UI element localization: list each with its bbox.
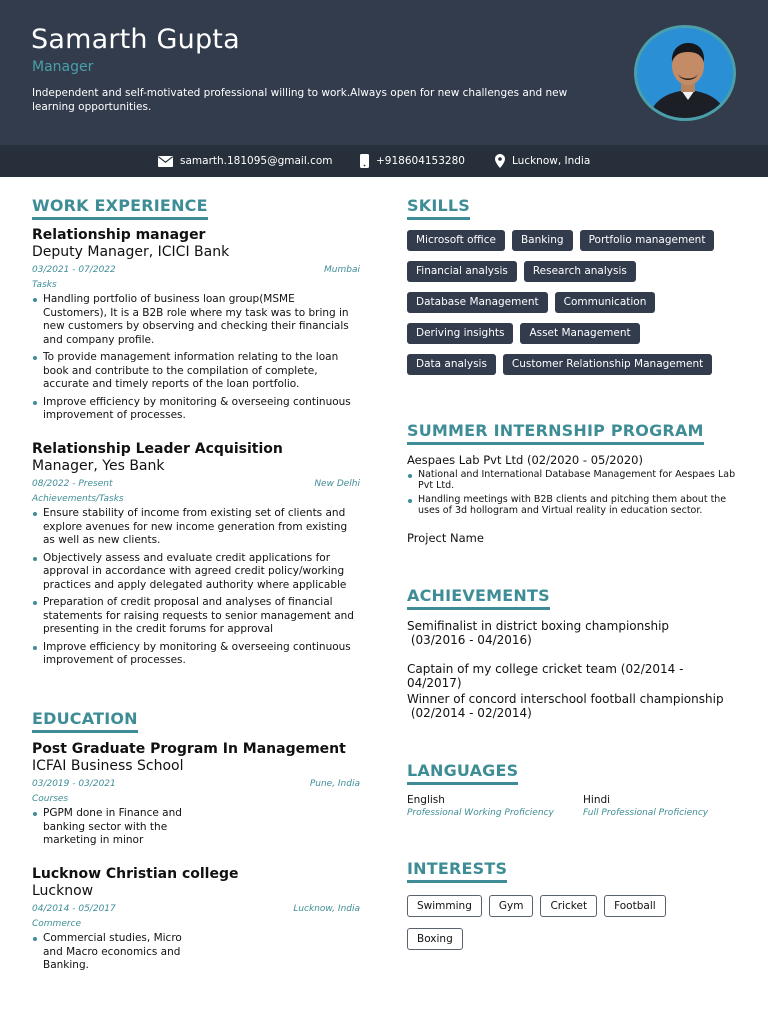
interest-tag: Swimming [407,895,482,917]
section-title-languages: LANGUAGES [407,761,518,785]
interest-tag: Gym [489,895,534,917]
interests-list [407,895,737,961]
language-name: Hindi [583,794,611,806]
achievement-dates: (03/2016 - 04/2016) [407,633,532,647]
education-location: Lucknow, India [293,904,360,914]
interest-tag: Football [604,895,666,917]
profile-summary: Independent and self-motivated professional willing to work.Always open for new challenges and new learning opportunities. [32,87,568,113]
skills-list [407,230,737,385]
list-item: Ensure stability of income from existing set of clients and explore avenues for new income generation from existing as well as new clients. [32,507,360,548]
education-bullets [32,807,182,848]
list-item: Handling portfolio of business loan group(MSME Customers), It is a B2B role where my task was to bring in new customers by observing and checking their financials and company profile. [32,293,360,347]
job-location: Mumbai [324,265,360,275]
list-item: To provide management information relating to the loan book and contribute to the compilation of complete, accurate and timely reports of the loan portfolio. [32,351,360,392]
job-bullets [32,507,360,668]
work-entry-yes-bank [32,441,360,672]
language-name: English [407,794,445,806]
list-item: Commercial studies, Micro and Macro economics and Banking. [32,932,182,973]
contact-location [495,145,590,177]
degree-title: Post Graduate Program In Management [32,741,346,757]
section-title-education: EDUCATION [32,709,138,733]
candidate-name: Samarth Gupta [31,24,240,55]
school-name: ICFAI Business School [32,758,184,774]
email-text: samarth.181095@gmail.com [180,155,333,167]
internship-heading: Aespaes Lab Pvt Ltd (02/2020 - 05/2020) [407,453,643,467]
job-title: Relationship manager [32,227,206,243]
skill-tag: Portfolio management [580,230,715,251]
list-item: PGPM done in Finance and banking sector with the marketing in minor [32,807,182,848]
contact-phone[interactable] [360,145,465,177]
language-level: Professional Working Proficiency [407,808,554,818]
job-dates: 03/2021 - 07/2022 [32,265,116,275]
location-text: Lucknow, India [512,155,591,167]
internship-entry [407,453,737,519]
internship-bullets [407,469,737,516]
job-label: Achievements/Tasks [32,494,124,504]
phone-icon [360,154,369,168]
skill-tag: Database Management [407,292,548,313]
language-english [407,794,554,820]
education-meta [32,903,360,915]
skill-tag: Data analysis [407,354,496,375]
education-location: Pune, India [309,779,360,789]
section-title-interests: INTERESTS [407,859,507,883]
job-label: Tasks [32,280,57,290]
contact-email[interactable] [158,145,333,177]
section-title-internship: SUMMER INTERNSHIP PROGRAM [407,421,704,445]
section-title-work-experience: WORK EXPERIENCE [32,196,208,220]
list-item: Objectively assess and evaluate credit applications for approval in accordance with agreed credit policy/working practices and apply delegated authority where applicable [32,552,360,593]
job-company: Deputy Manager, ICICI Bank [32,244,230,260]
skill-tag: Deriving insights [407,323,513,344]
skill-tag: Banking [512,230,573,251]
education-meta [32,778,360,790]
job-location: New Delhi [314,479,360,489]
skill-tag: Asset Management [520,323,639,344]
education-bullets [32,932,182,973]
resume-header [0,0,768,145]
achievement-item [407,619,737,647]
achievement-item [407,662,737,690]
language-level: Full Professional Proficiency [583,808,709,818]
profile-photo-icon [637,28,736,121]
job-meta [32,264,360,276]
skill-tag: Customer Relationship Management [503,354,712,375]
job-meta [32,478,360,490]
contact-bar [0,145,768,177]
interest-tag: Cricket [540,895,597,917]
work-entry-icici [32,227,360,427]
interest-tag: Boxing [407,928,463,950]
language-hindi [583,794,708,820]
job-bullets [32,293,360,423]
achievement-text: Captain of my college cricket team (02/2014 - 04/2017) [407,662,684,690]
list-item: Improve efficiency by monitoring & overseeing continuous improvement of processes. [32,396,360,423]
achievement-text: Semifinalist in district boxing championship [407,619,670,633]
list-item: Preparation of credit proposal and analyses of financial statements for raising requests to senior management and presenting in the credit forums for approval [32,596,360,637]
achievement-dates: (02/2014 - 02/2014) [407,706,532,720]
section-title-skills: SKILLS [407,196,470,220]
candidate-role: Manager [32,59,94,75]
list-item: Improve efficiency by monitoring & overseeing continuous improvement of processes. [32,641,360,668]
skill-tag: Research analysis [524,261,636,282]
achievement-text: Winner of concord interschool football championship [407,692,724,706]
job-dates: 08/2022 - Present [32,479,113,489]
education-entry-lcc [32,866,360,977]
degree-title: Lucknow Christian college [32,866,239,882]
skill-tag: Communication [555,292,656,313]
education-dates: 03/2019 - 03/2021 [32,779,116,789]
section-title-achievements: ACHIEVEMENTS [407,586,550,610]
school-name: Lucknow [32,883,94,899]
list-item: Handling meetings with B2B clients and pitching them about the uses of 3d hollogram and Virtual reality in education sector. [407,494,737,516]
education-entry-icfai [32,741,360,852]
job-company: Manager, Yes Bank [32,458,165,474]
skill-tag: Financial analysis [407,261,517,282]
envelope-icon [158,156,173,167]
list-item: National and International Database Management for Aespaes Lab Pvt Ltd. [407,469,737,491]
phone-text: +918604153280 [376,155,465,167]
achievement-item [407,692,737,720]
skill-tag: Microsoft office [407,230,505,251]
education-label: Courses [32,794,69,804]
profile-photo [634,25,736,121]
location-pin-icon [495,154,505,168]
job-title: Relationship Leader Acquisition [32,441,283,457]
education-label: Commerce [32,919,82,929]
education-dates: 04/2014 - 05/2017 [32,904,116,914]
project-name: Project Name [407,531,484,545]
